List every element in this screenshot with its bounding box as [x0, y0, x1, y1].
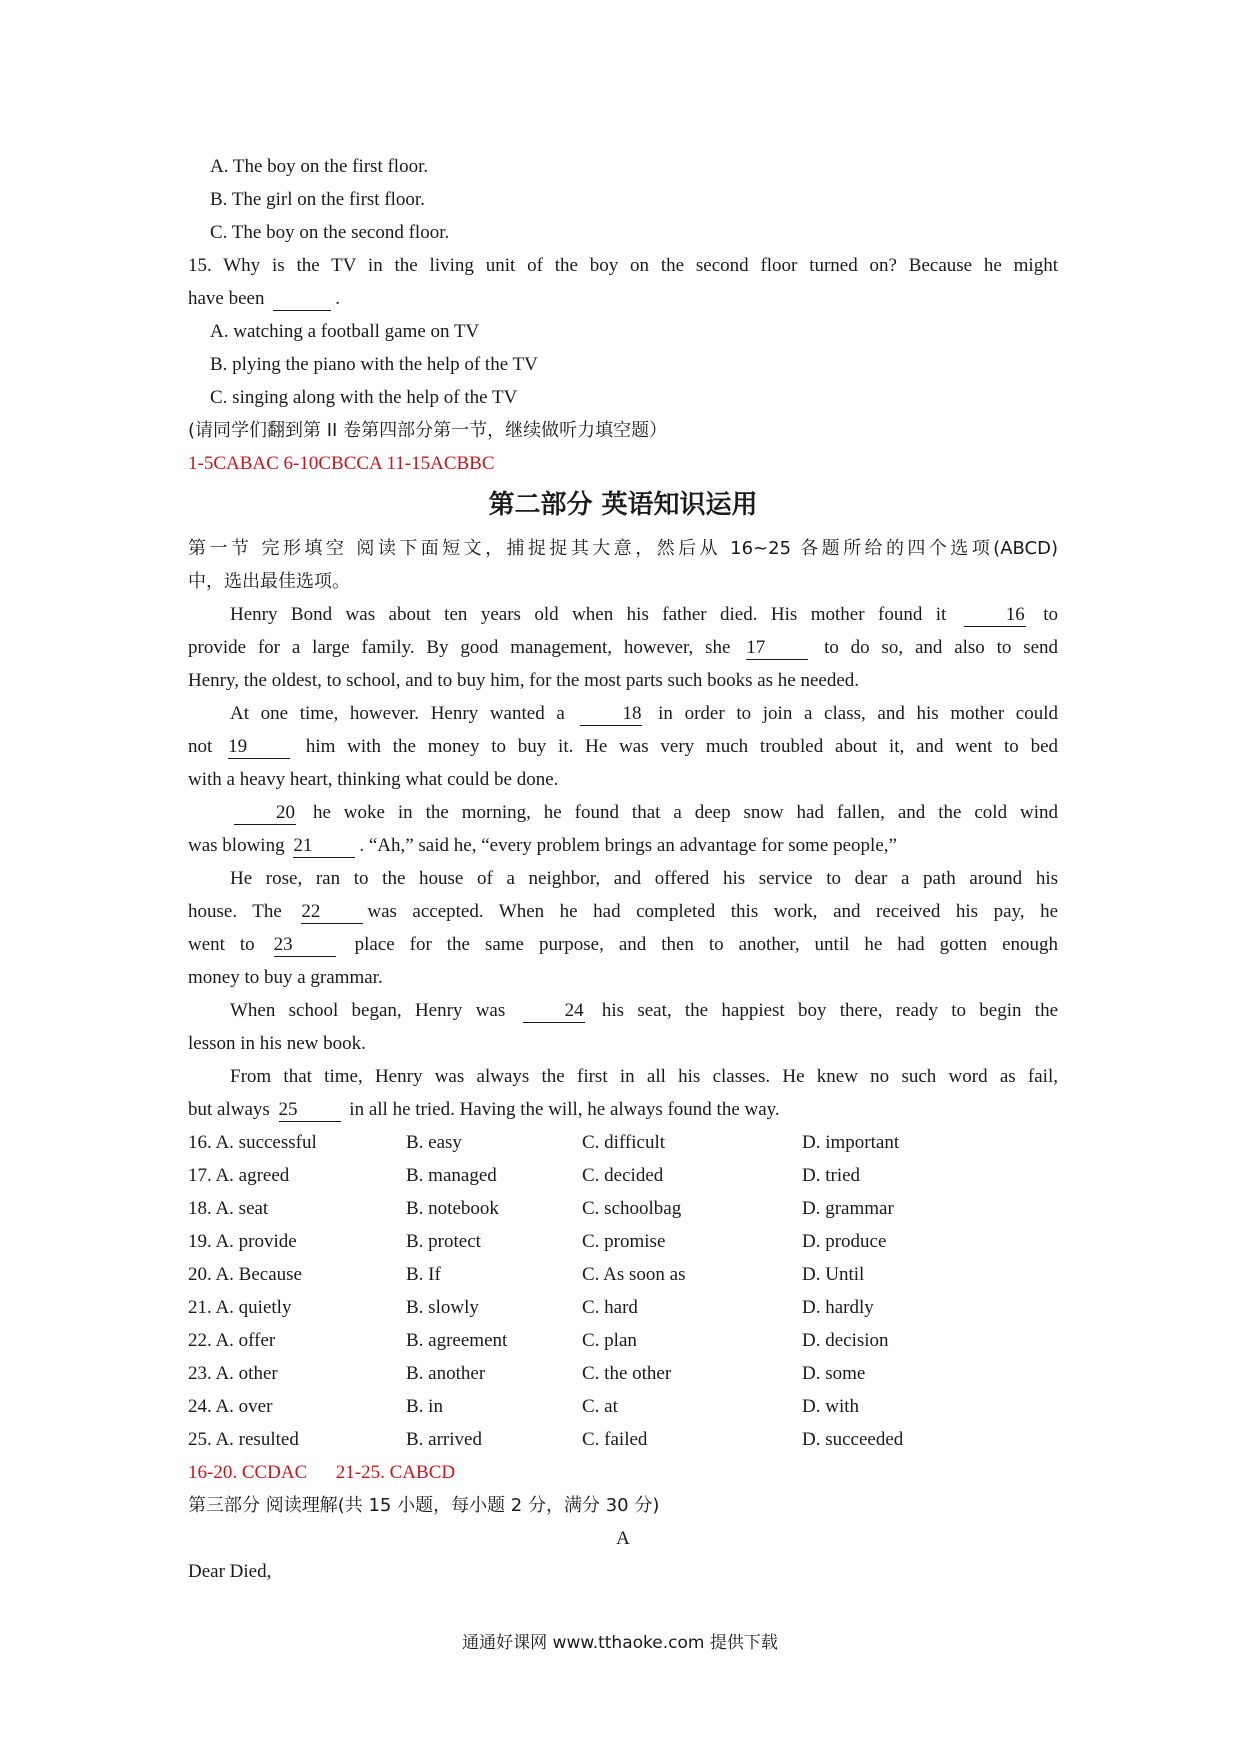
- listening-note: (请同学们翻到第 II 卷第四部分第一节，继续做听力填空题）: [188, 420, 668, 441]
- q15-option-b: B. plying the piano with the help of the TV: [210, 354, 538, 375]
- letter-salutation: Dear Died,: [188, 1561, 272, 1582]
- q14-option-c: C. The boy on the second floor.: [210, 222, 450, 243]
- q15-blank: [273, 288, 331, 311]
- passage-line: At one time, however. Henry wanted a 18 in order to join a class, and his mother could: [230, 703, 1059, 724]
- blank-19: 19: [228, 736, 290, 759]
- blank-16: 16: [964, 604, 1026, 627]
- passage-line: Henry, the oldest, to school, and to buy him, for the most parts such books as he needed.: [188, 670, 860, 691]
- question-22: 22. A. offer B. agreement C. plan D. decision: [188, 1330, 889, 1351]
- page-footer: 通通好课网 www.tthaoke.com 提供下载: [462, 1633, 778, 1653]
- blank-25: 25: [279, 1099, 341, 1122]
- q15-stem-cont: have been .: [188, 288, 340, 309]
- passage-line: with a heavy heart, thinking what could be done.: [188, 769, 559, 790]
- passage-line: but always 25 in all he tried. Having the will, he always found the way.: [188, 1099, 780, 1120]
- exam-page: [188, 150, 1058, 1588]
- passage-line: When school began, Henry was 24 his seat, the happiest boy there, ready to begin the: [230, 1000, 1059, 1021]
- passage-line: lesson in his new book.: [188, 1033, 366, 1054]
- answers-1-15: 1-5CABAC 6-10CBCCA 11-15ACBBC: [188, 453, 495, 474]
- question-16: 16. A. successful B. easy C. difficult D. important: [188, 1132, 900, 1153]
- passage-line: was blowing 21 . “Ah,” said he, “every problem brings an advantage for some people,”: [188, 835, 897, 856]
- question-17: 17. A. agreed B. managed C. decided D. tried: [188, 1165, 861, 1186]
- question-23: 23. A. other B. another C. the other D. some: [188, 1363, 866, 1384]
- cloze-instruction-cont: 中，选出最佳选项。: [188, 571, 350, 592]
- passage-line: house. The 22 was accepted. When he had completed this work, and received his pay, he: [188, 901, 1058, 922]
- part2-title: 第二部分 英语知识运用: [488, 490, 758, 520]
- part3-heading: 第三部分 阅读理解(共 15 小题，每小题 2 分，满分 30 分): [188, 1495, 660, 1516]
- answers-16-25: 16-20. CCDAC 21-25. CABCD: [188, 1462, 456, 1483]
- cloze-instruction: 第一节 完形填空 阅读下面短文，捕捉捉其大意，然后从 16~25 各题所给的四个选项(ABCD): [188, 538, 1058, 559]
- blank-18: 18: [580, 703, 642, 726]
- question-21: 21. A. quietly B. slowly C. hard D. hardly: [188, 1297, 874, 1318]
- cloze-questions: [188, 1126, 1058, 1456]
- blank-17: 17: [746, 637, 808, 660]
- q14-option-a: A. The boy on the first floor.: [210, 156, 429, 177]
- question-20: 20. A. Because B. If C. As soon as D. Until: [188, 1264, 865, 1285]
- q15-stem: 15. Why is the TV in the living unit of the boy on the second floor turned on? Because he might: [188, 255, 1058, 276]
- passage-line: went to 23 place for the same purpose, and then to another, until he had gotten enough: [188, 934, 1059, 955]
- question-18: 18. A. seat B. notebook C. schoolbag D. grammar: [188, 1198, 894, 1219]
- blank-23: 23: [274, 934, 336, 957]
- blank-24: 24: [523, 1000, 585, 1023]
- passage-line: money to buy a grammar.: [188, 967, 383, 988]
- q15-option-a: A. watching a football game on TV: [210, 321, 480, 342]
- passage-line: provide for a large family. By good management, however, she 17 to do so, and also to send: [188, 637, 1059, 658]
- passage-a-label: A: [616, 1528, 630, 1549]
- passage-line: 20 he woke in the morning, he found that a deep snow had fallen, and the cold wind: [188, 796, 1058, 829]
- passage-line: not 19 him with the money to buy it. He was very much troubled about it, and went to bed: [188, 736, 1059, 757]
- q14-option-b: B. The girl on the first floor.: [210, 189, 425, 210]
- blank-21: 21: [293, 835, 355, 858]
- blank-22: 22: [301, 901, 363, 924]
- question-24: 24. A. over B. in C. at D. with: [188, 1396, 859, 1417]
- q15-option-c: C. singing along with the help of the TV: [210, 387, 518, 408]
- passage-line: From that time, Henry was always the first in all his classes. He knew no such word as fail,: [230, 1066, 1058, 1087]
- cloze-passage: [188, 598, 1058, 1126]
- blank-20: 20: [234, 802, 296, 825]
- question-19: 19. A. provide B. protect C. promise D. produce: [188, 1231, 887, 1252]
- question-25: 25. A. resulted B. arrived C. failed D. succeeded: [188, 1429, 904, 1450]
- passage-line: He rose, ran to the house of a neighbor, and offered his service to dear a path around his: [230, 868, 1058, 889]
- passage-line: Henry Bond was about ten years old when his father died. His mother found it 16 to: [230, 604, 1059, 625]
